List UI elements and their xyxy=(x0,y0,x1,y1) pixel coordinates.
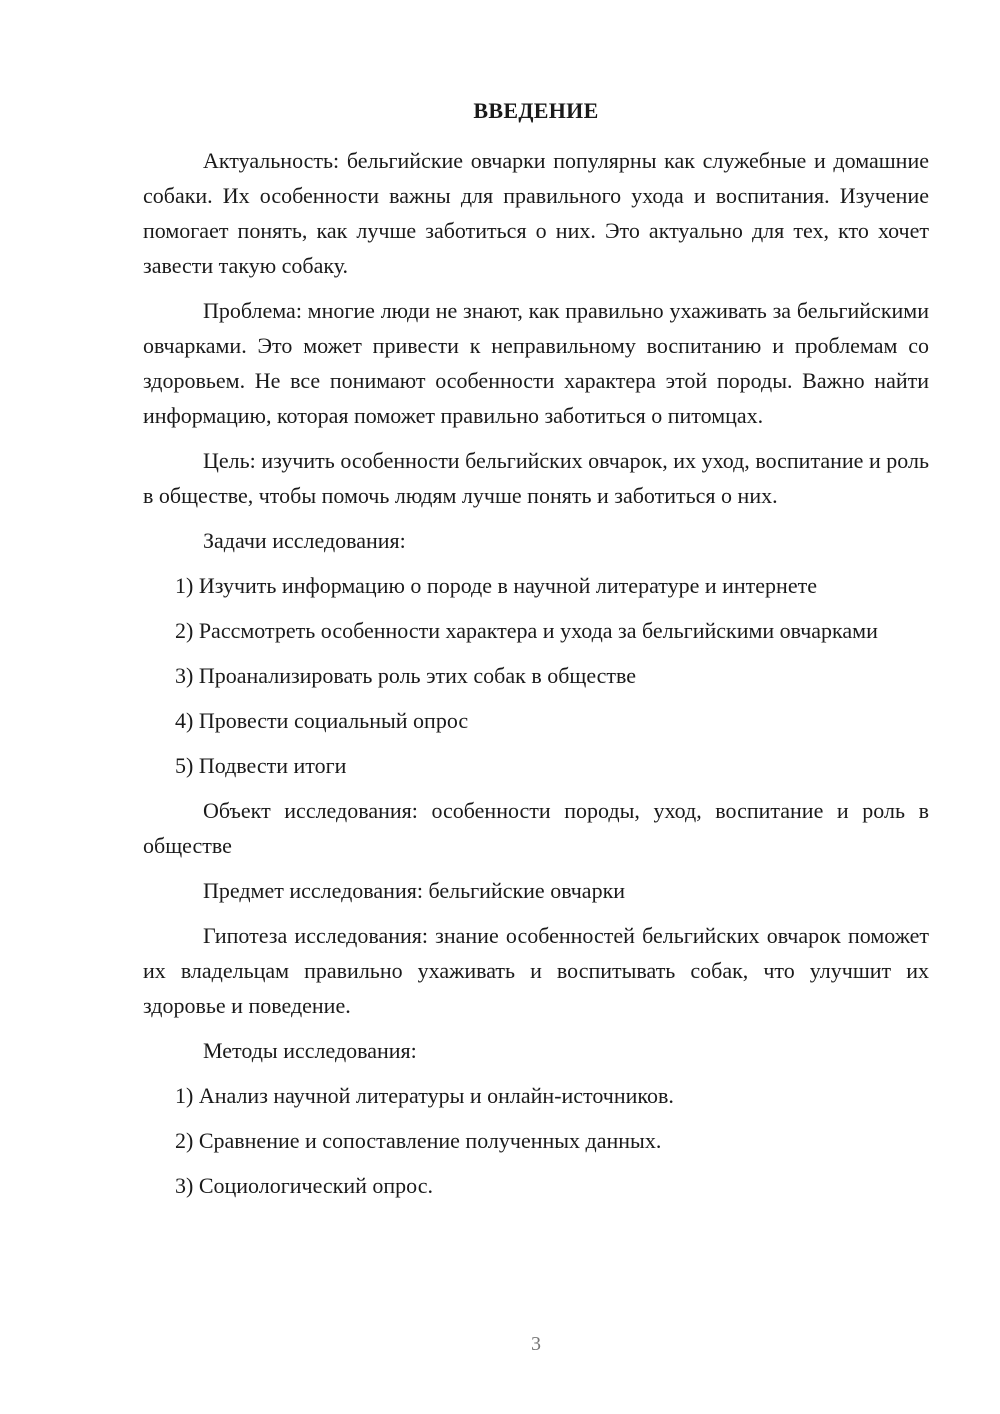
section-heading: ВВЕДЕНИЕ xyxy=(473,98,599,123)
object-paragraph: Объект исследования: особенности породы, уход, воспитание и роль в обществе xyxy=(143,798,929,858)
document-body xyxy=(143,143,929,1213)
task-item: 3) Проанализировать роль этих собак в обществе xyxy=(175,663,637,688)
goal-paragraph: Цель: изучить особенности бельгийских овчарок, их уход, воспитание и роль в обществе, чтобы помочь людям лучше понять и заботиться о них. xyxy=(143,448,929,508)
method-item: 2) Сравнение и сопоставление полученных данных. xyxy=(175,1128,662,1153)
task-item: 5) Подвести итоги xyxy=(175,753,347,778)
tasks-label: Задачи исследования: xyxy=(203,528,406,553)
task-item: 2) Рассмотреть особенности характера и ухода за бельгийскими овчарками xyxy=(175,618,878,643)
task-item: 4) Провести социальный опрос xyxy=(175,708,469,733)
page-number: 3 xyxy=(531,1333,541,1355)
method-item: 1) Анализ научной литературы и онлайн-источников. xyxy=(175,1083,674,1108)
task-item: 1) Изучить информацию о породе в научной литературе и интернете xyxy=(175,573,817,598)
problem-paragraph: Проблема: многие люди не знают, как правильно ухаживать за бельгийскими овчарками. Это может привести к неправильному воспитанию и проблемам со здоровьем. Не все понимают особенности характера этой породы. Важно найти информацию, которая поможет правильно заботиться о питомцах. xyxy=(143,298,929,428)
method-item: 3) Социологический опрос. xyxy=(175,1173,433,1198)
methods-label: Методы исследования: xyxy=(203,1038,417,1063)
subject-paragraph: Предмет исследования: бельгийские овчарки xyxy=(203,878,626,903)
hypothesis-paragraph: Гипотеза исследования: знание особенностей бельгийских овчарок поможет их владельцам правильно ухаживать и воспитывать собак, что улучшит их здоровье и поведение. xyxy=(143,923,929,1018)
relevance-paragraph: Актуальность: бельгийские овчарки популярны как служебные и домашние собаки. Их особенности важны для правильного ухода и воспитания. Изучение помогает понять, как лучше заботиться о них. Это актуально для тех, кто хочет завести такую собаку. xyxy=(143,148,929,278)
